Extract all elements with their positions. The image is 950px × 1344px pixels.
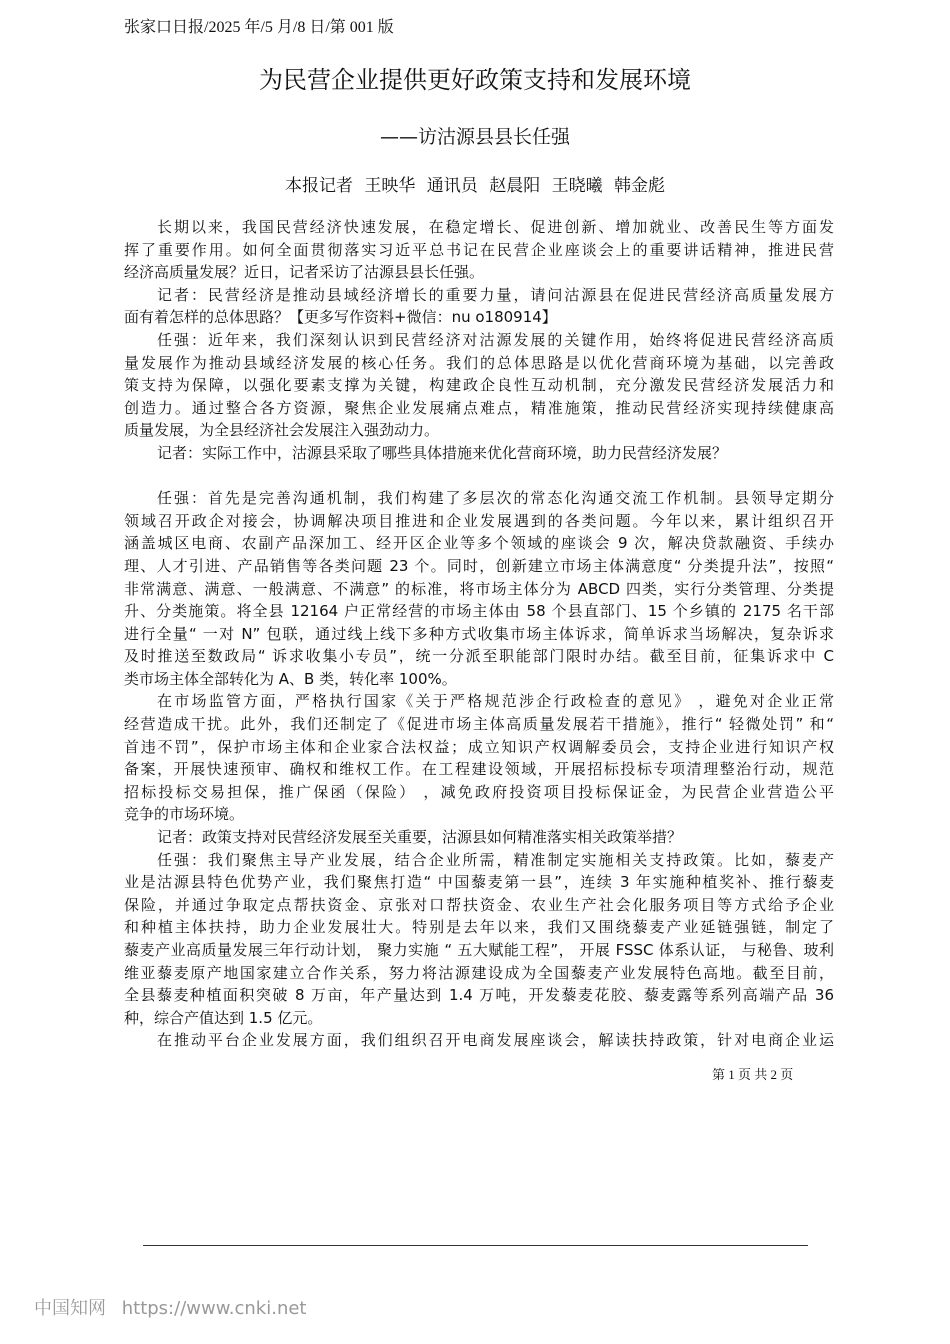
text-line: 涵盖城区电商、农副产品深加工、经开区企业等多个领域的座谈会 9 次，解决贷款融资、手续办 [124,534,834,553]
text-line: 经济高质量发展？近日，记者采访了沽源县县长任强。 [124,263,485,282]
text-line: 经营造成干扰。此外，我们还制定了《促进市场主体高质量发展若干措施》，推行“ 轻微处罚” 和“ [124,715,834,734]
text-line: 任强：近年来，我们深刻认识到民营经济对沽源发展的关键作用，始终将促进民营经济高质 [157,330,834,349]
text-line: 任强：我们聚焦主导产业发展，结合企业所需，精准制定实施相关支持政策。比如，藜麦产 [157,850,834,869]
cnki-logo: 中国知网 [34,1298,106,1319]
paragraph [124,849,834,1030]
text-line: 首违不罚”，保护市场主体和企业家合法权益；成立知识产权调解委员会，支持企业进行知识产权 [124,737,834,756]
footer-divider [143,1245,808,1246]
blank-line [124,465,834,488]
text-line: 进行全量“ 一对 N” 包联，通过线上线下多种方式收集市场主体诉求，简单诉求当场解决，复杂诉求 [124,624,834,643]
page-number: 第 1 页 共 2 页 [712,1067,794,1082]
paragraph [124,216,834,284]
text-line: 量发展作为推动县域经济发展的核心任务。我们的总体思路是以优化营商环境为基础，以完善政 [124,353,834,372]
text-line: 质量发展，为全县经济社会发展注入强劲动力。 [124,421,440,440]
text-line: 非常满意、满意、一般满意、不满意” 的标准，将市场主体分为 ABCD 四类，实行分类管理、分类提 [124,579,834,598]
article-title: 为民营企业提供更好政策支持和发展环境 [259,66,691,94]
cnki-url[interactable]: https://www.cnki.net [121,1298,307,1319]
paragraph [124,826,834,849]
article-body [124,216,834,1052]
text-line: 维亚藜麦原产地国家建立合作关系，努力将沽源建设成为全国藜麦产业发展特色高地。截至目前， [124,963,834,982]
paragraph [124,487,834,690]
text-line: 长期以来，我国民营经济快速发展，在稳定增长、促进创新、增加就业、改善民生等方面发 [157,218,834,236]
text-line: 在推动平台企业发展方面，我们组织召开电商发展座谈会，解读扶持政策，针对电商企业运 [157,1031,834,1050]
text-line: 创造力。通过整合各方资源，聚焦企业发展痛点难点，精准施策，推动民营经济实现持续健康高 [124,398,834,417]
text-line: 理、人才引进、产品销售等各类问题 23 个。同时，创新建立市场主体满意度“ 分类提升法”，按照“ [124,556,834,575]
paragraph [124,1029,834,1052]
article-byline: 本报记者 王映华 通讯员 赵晨阳 王晓曦 韩金彪 [284,176,666,196]
paragraph [124,442,834,465]
text-line: 和种植主体扶持，助力企业发展壮大。特别是去年以来，我们又围绕藜麦产业延链强链，制定了 [124,918,834,937]
text-line: 领域召开政企对接会，协调解决项目推进和企业发展遇到的各类问题。今年以来，累计组织召开 [124,511,834,530]
text-line: 竞争的市场环境。 [124,805,245,824]
paragraph [124,284,834,329]
text-line: 业是沽源县特色优势产业，我们聚焦打造“ 中国藜麦第一县”，连续 3 年实施种植奖补、推行藜麦 [124,873,834,892]
text-line: 藜麦产业高质量发展三年行动计划， 聚力实施 “ 五大赋能工程”， 开展 FSSC 体系认证， 与秘鲁、玻利 [124,941,834,959]
text-line: 及时推送至数政局“ 诉求收集小专员”，统一分派至职能部门限时办结。截至目前，征集诉求中 C [124,647,834,666]
text-line: 保险，并通过争取定点帮扶资金、京张对口帮扶资金、农业生产社会化服务项目等方式给予企业 [124,895,834,914]
text-line: 策支持为保障，以强化要素支撑为关键，构建政企良性互动机制，充分激发民营经济发展活力和 [124,376,834,395]
text-line: 任强：首先是完善沟通机制，我们构建了多层次的常态化沟通交流工作机制。县领导定期分 [157,489,834,508]
text-line: 备案，开展快速预审、确权和维权工作。在工程建设领域，开展招标投标专项清理整治行动，规范 [124,760,834,779]
article-subtitle: ——访沽源县县长任强 [379,126,570,148]
text-line: 在市场监管方面，严格执行国家《关于严格规范涉企行政检查的意见》 ，避免对企业正常 [157,692,834,711]
text-line: 全县藜麦种植面积突破 8 万亩，年产量达到 1.4 万吨，开发藜麦花胶、藜麦露等系列高端产品 36 [124,986,834,1005]
paragraph [124,690,834,826]
text-line: 记者：民营经济是推动县域经济增长的重要力量，请问沽源县在促进民营经济高质量发展方 [157,285,834,304]
text-line: 挥了重要作用。如何全面贯彻落实习近平总书记在民营企业座谈会上的重要讲话精神，推进民营 [124,240,834,259]
paragraph [124,329,834,442]
text-line: 记者：政策支持对民营经济发展至关重要，沽源县如何精准落实相关政策举措？ [157,828,683,847]
text-line: 升、分类施策。将全县 12164 户正常经营的市场主体由 58 个县直部门、15 个乡镇的 2175 名干部 [124,602,834,621]
text-line: 种，综合产值达到 1.5 亿元。 [124,1008,323,1027]
newspaper-header: 张家口日报/2025 年/5 月/8 日/第 001 版 [124,19,394,36]
footer [34,1294,316,1320]
text-line: 招标投标交易担保，推广保函（保险） ，减免政府投资项目投标保证金，为民营企业营造公平 [124,782,834,801]
text-line: 类市场主体全部转化为 A、B 类，转化率 100%。 [124,669,457,688]
text-line: 面有着怎样的总体思路？【更多写作资料+微信：nu o180914】 [124,308,557,327]
text-line: 记者：实际工作中，沽源县采取了哪些具体措施来优化营商环境，助力民营经济发展？ [157,443,728,462]
